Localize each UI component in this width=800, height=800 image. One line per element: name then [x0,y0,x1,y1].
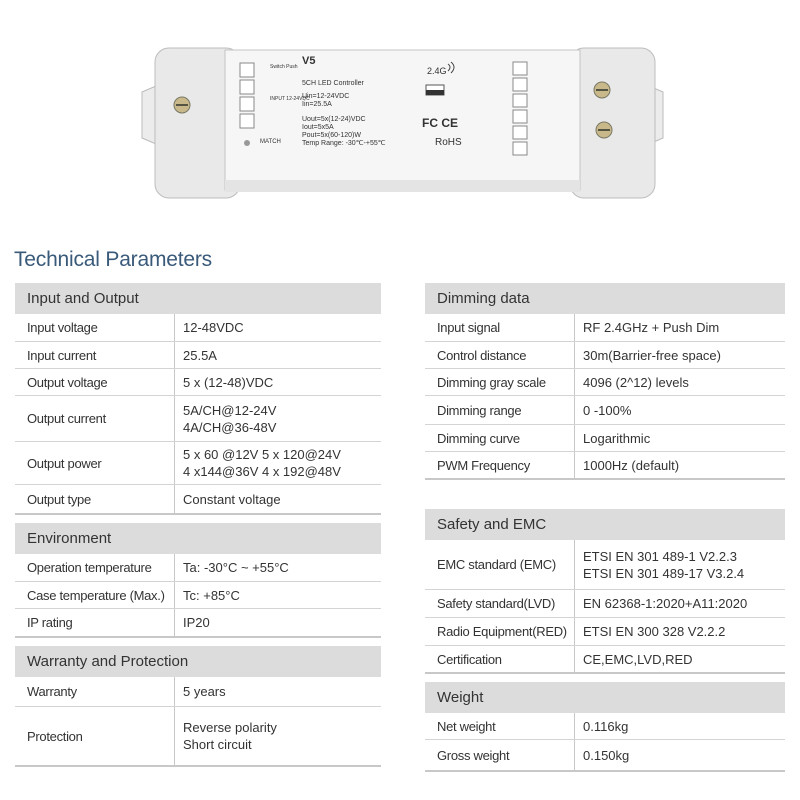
value-line: ETSI EN 300 328 V2.2.2 [583,624,726,639]
value-line: EN 62368-1:2020+A11:2020 [583,596,748,611]
section-heading: Environment [15,523,381,554]
value-line: Short circuit [183,737,252,752]
row-label: Case temperature (Max.) [15,582,175,608]
row-label: Control distance [425,342,575,368]
right-spec-column [425,283,785,480]
table-row [425,452,785,480]
row-label: Output power [15,442,175,484]
cert-marks: FC CE [422,116,458,130]
value-line: 5A/CH@12-24V [183,402,277,418]
value-line: Tc: +85°C [183,587,240,603]
row-label: PWM Frequency [425,452,575,478]
section-heading: Warranty and Protection [15,646,381,677]
table-row [15,442,381,485]
table-row [15,677,381,707]
row-value [575,740,629,770]
table-row [15,485,381,515]
iin-spec: Iin=25.5A [302,101,332,108]
table-row [425,540,785,590]
row-value [575,618,725,645]
value-line: 4A/CH@36-48V [183,419,277,435]
row-value [175,369,273,395]
safety-table [425,540,785,674]
row-value [575,314,719,341]
row-value [575,713,628,739]
model-label: V5 [302,55,316,67]
led-controller-illustration [130,30,675,210]
row-label: Operation temperature [15,554,175,581]
table-row [15,609,381,638]
value-line: Constant voltage [183,491,281,507]
match-button-icon [244,140,250,146]
row-label: Output type [15,485,175,513]
row-value [175,677,226,706]
row-label: EMC standard (EMC) [425,540,575,589]
row-label: Certification [425,646,575,672]
row-label: Output current [15,396,175,441]
value-line: 1000Hz (default) [583,457,680,473]
value-line: 4 x144@36V 4 x 192@48V [183,464,341,479]
iout-spec: Iout=5x5A [302,124,334,131]
row-value [575,425,650,451]
device-name: 5CH LED Controller [302,80,364,87]
device-drawing [130,30,675,210]
row-value [575,590,747,617]
row-label: Input voltage [15,314,175,341]
table-row [425,713,785,740]
uin-spec: Uin=12-24VDC [302,93,350,100]
pout-spec: Pout=5x(60-120)W [302,132,361,139]
row-value [575,646,693,672]
row-label: Input signal [425,314,575,341]
weight-table [425,713,785,772]
row-label: Safety standard(LVD) [425,590,575,617]
row-label: Output voltage [15,369,175,395]
value-line: 5 x (12-48)VDC [183,374,274,390]
row-value [175,582,240,608]
table-row [15,314,381,342]
table-row [15,342,381,369]
value-line: 0 -100% [583,402,632,418]
value-line: CE,EMC,LVD,RED [583,651,693,667]
table-row [425,369,785,396]
row-label: Radio Equipment(RED) [425,618,575,645]
row-value [175,554,289,581]
row-value [175,342,217,368]
value-line: 0.150kg [583,747,630,763]
row-value [575,540,744,589]
table-row [15,707,381,767]
row-label: Dimming range [425,396,575,424]
value-line: ETSI EN 301 489-17 V3.2.4 [583,565,745,581]
environment-table [15,554,381,638]
value-line: Reverse polarity [183,720,277,735]
table-row [425,342,785,369]
table-row [15,396,381,442]
table-row [425,646,785,674]
section-heading: Weight [425,682,785,713]
band-label: 2.4G [427,66,447,76]
value-line: 0.116kg [583,718,629,734]
section-heading: Safety and EMC [425,509,785,540]
right-spec-column-lower [425,509,785,772]
section-heading: Input and Output [15,283,381,314]
uout-spec: Uout=5x(12-24)VDC [302,116,366,123]
value-line: RF 2.4GHz + Push Dim [583,320,720,335]
value-line: 30m(Barrier-free space) [583,347,721,363]
row-value [175,442,341,484]
row-value [175,314,244,341]
table-row [425,590,785,618]
row-value [175,396,276,441]
row-label: Gross weight [425,740,575,770]
rohs-mark: RoHS [435,137,462,148]
table-row [425,314,785,342]
value-line: IP20 [183,615,210,630]
table-row [425,740,785,772]
table-row [425,396,785,425]
row-label: Protection [15,707,175,765]
row-value [575,452,679,478]
table-row [15,554,381,582]
value-line: ETSI EN 301 489-1 V2.2.3 [583,548,737,564]
row-label: Net weight [425,713,575,739]
value-line: 12-48VDC [183,320,244,335]
value-line: 5 x 60 @12V 5 x 120@24V [183,447,341,462]
value-line: 4096 (2^12) levels [583,374,689,390]
table-row [425,618,785,646]
row-value [175,609,210,636]
table-row [15,369,381,396]
row-value [175,707,277,765]
section-heading: Dimming data [425,283,785,314]
temp-spec: Temp Range: -30℃-+55℃ [302,140,386,147]
value-line: 5 years [183,684,226,699]
left-spec-column [15,283,381,767]
row-value [575,369,689,395]
row-value [575,342,721,368]
row-value [575,396,631,424]
page-title: Technical Parameters [14,248,212,271]
switch-label: Switch Push [270,64,298,70]
row-value [175,485,281,513]
warranty-table [15,677,381,767]
dimming-table [425,314,785,480]
value-line: Ta: -30°C ~ +55°C [183,560,289,575]
value-line: Logarithmic [583,430,651,446]
input-output-table [15,314,381,515]
input-label: INPUT 12-24VDC [270,96,310,102]
row-label: Warranty [15,677,175,706]
row-label: Dimming curve [425,425,575,451]
row-label: Input current [15,342,175,368]
match-label: MATCH [260,139,281,145]
table-row [425,425,785,452]
value-line: 25.5A [183,347,217,363]
table-row [15,582,381,609]
row-label: IP rating [15,609,175,636]
row-label: Dimming gray scale [425,369,575,395]
